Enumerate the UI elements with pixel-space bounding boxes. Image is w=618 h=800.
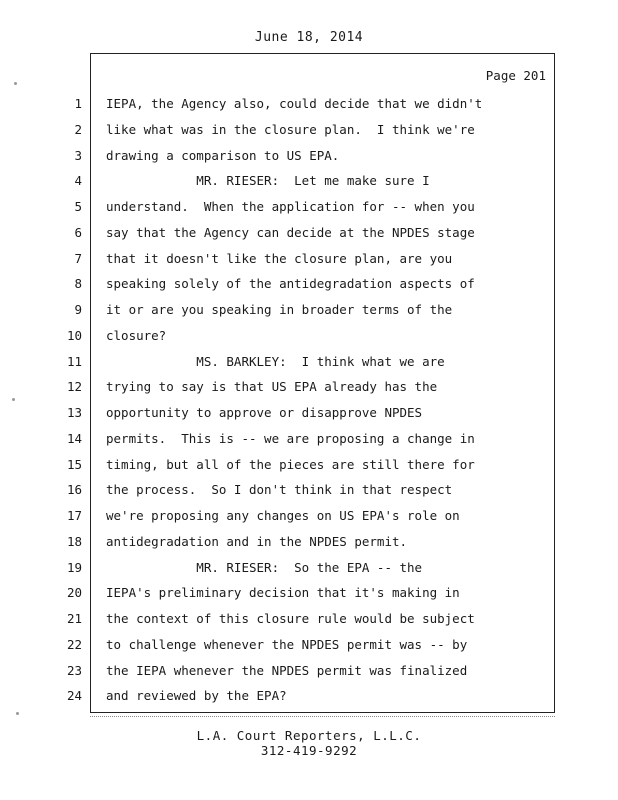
line-text: that it doesn't like the closure plan, are you (106, 250, 453, 266)
transcript-line (0, 201, 618, 227)
line-number: 22 (66, 636, 82, 652)
transcript-line (0, 559, 618, 588)
line-text: like what was in the closure plan. I think we're (106, 121, 475, 137)
line-number: 4 (74, 173, 82, 189)
line-text: MS. BARKLEY: I think what we are (106, 353, 445, 369)
line-number: 18 (66, 533, 82, 549)
transcript-line (0, 121, 618, 150)
court-reporter-phone: 312-419-9292 (260, 743, 358, 758)
line-text: understand. When the application for -- when you (106, 199, 475, 214)
line-text: and reviewed by the EPA? (106, 688, 287, 704)
transcript-line (0, 224, 618, 253)
line-text: we're proposing any changes on US EPA's role on (106, 508, 460, 523)
scan-speck (14, 82, 17, 85)
line-text: the context of this closure rule would be subject (106, 611, 475, 626)
line-text: permits. This is -- we are proposing a change in (106, 430, 475, 446)
line-number: 7 (74, 250, 82, 266)
line-number: 9 (74, 302, 82, 317)
transcript-line (0, 278, 618, 304)
line-number: 23 (66, 662, 82, 678)
transcript-line (0, 587, 618, 613)
line-text: the IEPA whenever the NPDES permit was finalized (106, 662, 468, 678)
line-number: 20 (66, 585, 82, 601)
line-text: say that the Agency can decide at the NPDES stage (106, 224, 475, 240)
line-number: 1 (74, 96, 82, 111)
line-text: trying to say is that US EPA already has the (106, 379, 438, 395)
transcript-line (0, 304, 618, 330)
line-text: to challenge whenever the NPDES permit was -- by (106, 636, 468, 652)
line-text: the process. So I don't think in that respect (106, 482, 453, 498)
line-number: 24 (66, 688, 82, 704)
transcript-line (0, 381, 618, 407)
transcript-line (0, 250, 618, 279)
line-text: IEPA, the Agency also, could decide that we didn't (106, 96, 483, 111)
line-number: 10 (66, 327, 82, 343)
line-number: 14 (66, 430, 82, 446)
line-number: 19 (66, 559, 82, 575)
line-number: 11 (66, 353, 82, 369)
line-number: 2 (74, 121, 82, 137)
line-number: 17 (66, 508, 82, 523)
line-text: drawing a comparison to US EPA. (106, 147, 340, 163)
transcript-line (0, 98, 618, 124)
line-number: 6 (74, 224, 82, 240)
transcript-line (0, 662, 618, 691)
line-text: opportunity to approve or disapprove NPDES (106, 405, 423, 420)
line-number: 3 (74, 147, 82, 163)
line-text: antidegradation and in the NPDES permit. (106, 533, 408, 549)
transcript-line (0, 147, 618, 176)
transcript-line (0, 175, 618, 201)
transcript-line (0, 690, 618, 716)
line-text: MR. RIESER: So the EPA -- the (106, 559, 423, 575)
line-number: 16 (66, 482, 82, 498)
scan-speck (12, 398, 15, 401)
transcript-date: June 18, 2014 (254, 30, 364, 45)
transcript-line (0, 636, 618, 665)
line-text: closure? (106, 327, 167, 343)
line-number: 15 (66, 456, 82, 472)
transcript-line (0, 533, 618, 562)
transcript-line (0, 407, 618, 433)
transcript-line (0, 353, 618, 382)
court-reporter-name: L.A. Court Reporters, L.L.C. (196, 728, 422, 743)
line-text: IEPA's preliminary decision that it's making in (106, 585, 460, 601)
line-number: 8 (74, 276, 82, 292)
transcript-line (0, 456, 618, 485)
scan-speck (16, 712, 19, 715)
line-number: 21 (66, 611, 82, 626)
transcript-line (0, 484, 618, 510)
line-number: 13 (66, 405, 82, 420)
line-text: speaking solely of the antidegradation aspects of (106, 276, 475, 292)
footer-divider (90, 716, 555, 717)
transcript-line (0, 510, 618, 536)
transcript-line (0, 430, 618, 459)
line-text: MR. RIESER: Let me make sure I (106, 173, 430, 189)
line-number: 5 (74, 199, 82, 214)
transcript-line (0, 613, 618, 639)
transcript-line (0, 327, 618, 356)
line-number: 12 (66, 379, 82, 395)
line-text: it or are you speaking in broader terms of the (106, 302, 453, 317)
page-number: Page 201 (485, 68, 546, 83)
line-text: timing, but all of the pieces are still there for (106, 456, 475, 472)
